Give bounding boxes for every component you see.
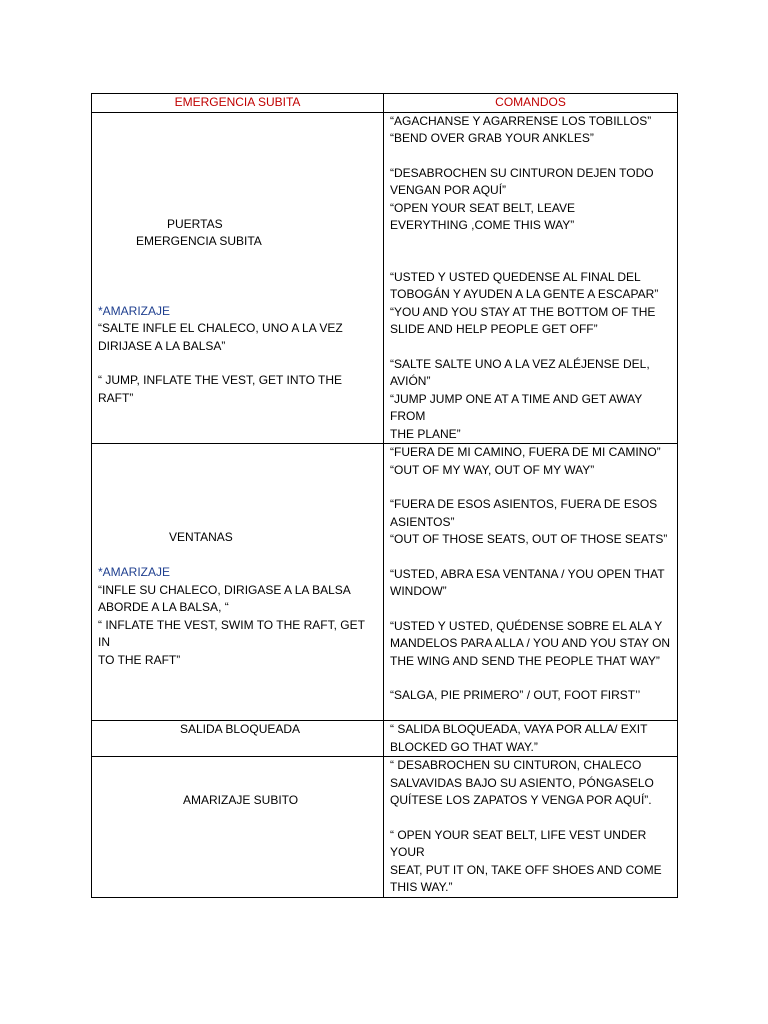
row1-amarizaje-label: *AMARIZAJE (98, 303, 171, 318)
row3-left-cell (92, 721, 384, 757)
row1-title-line2: EMERGENCIA SUBITA (136, 234, 262, 248)
row1-cmd-line: FROM (390, 409, 426, 423)
row2-cmd-line: MANDELOS PARA ALLA / YOU AND YOU STAY ON (390, 636, 671, 650)
row4-cmd-line: “ OPEN YOUR SEAT BELT, LIFE VEST UNDER YOUR (390, 827, 647, 859)
row1-cmd-line: “OPEN YOUR SEAT BELT, LEAVE (390, 200, 575, 215)
row2-left-cell (92, 444, 384, 721)
row4-left-cell (92, 757, 384, 898)
row2-amarizaje-line2: ABORDE A LA BALSA, “ (98, 600, 229, 614)
row2-amarizaje-line4: TO THE RAFT” (98, 652, 181, 667)
row1-amarizaje-line1: “SALTE INFLE EL CHALECO, UNO A LA VEZ (98, 321, 343, 335)
row1-cmd-line: “AGACHANSE Y AGARRENSE LOS TOBILLOS” (390, 113, 652, 128)
row1-cmd-line: “JUMP JUMP ONE AT A TIME AND GET AWAY (390, 391, 643, 406)
row4-right-cell (384, 757, 678, 898)
row1-left-cell (92, 112, 384, 444)
header-emergencia-subita: EMERGENCIA SUBITA (92, 94, 384, 113)
row2-cmd-line: “SALGA, PIE PRIMERO” / OUT, FOOT FIRST’’ (390, 688, 641, 702)
row1-cmd-line: SLIDE AND HELP PEOPLE GET OFF” (390, 322, 598, 336)
row1-cmd-line: EVERYTHING ,COME THIS WAY” (390, 218, 575, 232)
row3-cmd-line: BLOCKED GO THAT WAY.” (390, 739, 538, 754)
row1-cmd-line: THE PLANE” (390, 426, 461, 441)
row4-cmd-line: “ DESABROCHEN SU CINTURON, CHALECO (390, 758, 642, 772)
row4-title: AMARIZAJE SUBITO (183, 793, 299, 807)
row4-cmd-line: SEAT, PUT IT ON, TAKE OFF SHOES AND COME (390, 862, 662, 877)
row4-cmd-line: SALVAVIDAS BAJO SU ASIENTO, PÓNGASELO (390, 775, 654, 790)
table-row (92, 721, 678, 757)
table-row (92, 444, 678, 721)
row2-cmd-line: WINDOW” (390, 584, 447, 598)
row1-cmd-line: VENGAN POR AQUÍ” (390, 183, 507, 197)
row2-cmd-line: “USTED, ABRA ESA VENTANA / YOU OPEN THAT (390, 566, 665, 581)
row2-amarizaje-label: *AMARIZAJE (98, 565, 171, 579)
row4-cmd-line: QUÍTESE LOS ZAPATOS Y VENGA POR AQUÍ”. (390, 793, 652, 807)
table-row (92, 757, 678, 898)
row2-cmd-line: “USTED Y USTED, QUÉDENSE SOBRE EL ALA Y (390, 618, 663, 633)
row3-cmd-line: “ SALIDA BLOQUEADA, VAYA POR ALLA/ EXIT (390, 722, 648, 736)
table-header-row (92, 94, 678, 113)
row2-cmd-line: “OUT OF THOSE SEATS, OUT OF THOSE SEATS” (390, 532, 668, 546)
row4-cmd-line: THIS WAY.” (390, 880, 453, 894)
row1-amarizaje-line3: “ JUMP, INFLATE THE VEST, GET INTO THE RAFT” (98, 373, 343, 405)
row3-title: SALIDA BLOQUEADA (180, 722, 301, 736)
row2-title: VENTANAS (169, 530, 233, 544)
row1-cmd-line: AVIÓN” (390, 374, 431, 388)
row1-cmd-line: “SALTE SALTE UNO A LA VEZ ALÉJENSE DEL, (390, 356, 650, 371)
row1-cmd-line: “DESABROCHEN SU CINTURON DEJEN TODO (390, 165, 654, 180)
row2-amarizaje-line3: “ INFLATE THE VEST, SWIM TO THE RAFT, GET IN (98, 617, 365, 649)
table-row (92, 112, 678, 444)
header-comandos: COMANDOS (384, 94, 678, 113)
row2-cmd-line: ASIENTOS” (390, 514, 455, 529)
row1-amarizaje-line2: DIRIJASE A LA BALSA” (98, 338, 226, 353)
row1-cmd-line: “BEND OVER GRAB YOUR ANKLES” (390, 131, 594, 145)
row2-cmd-line: “FUERA DE MI CAMINO, FUERA DE MI CAMINO” (390, 445, 661, 459)
row3-right-cell (384, 721, 678, 757)
row2-cmd-line: THE WING AND SEND THE PEOPLE THAT WAY” (390, 653, 660, 668)
row1-cmd-line: “USTED Y USTED QUEDENSE AL FINAL DEL (390, 269, 641, 284)
row2-amarizaje-line1: “INFLE SU CHALECO, DIRIGASE A LA BALSA (98, 582, 351, 597)
row1-title-line1: PUERTAS (167, 216, 223, 231)
row1-right-cell (384, 112, 678, 444)
row2-cmd-line: “OUT OF MY WAY, OUT OF MY WAY” (390, 462, 595, 477)
row1-cmd-line: TOBOGÁN Y AYUDEN A LA GENTE A ESCAPAR” (390, 287, 659, 301)
row2-right-cell (384, 444, 678, 721)
row2-cmd-line: “FUERA DE ESOS ASIENTOS, FUERA DE ESOS (390, 497, 658, 511)
row1-cmd-line: “YOU AND YOU STAY AT THE BOTTOM OF THE (390, 304, 656, 319)
commands-table (91, 93, 678, 898)
